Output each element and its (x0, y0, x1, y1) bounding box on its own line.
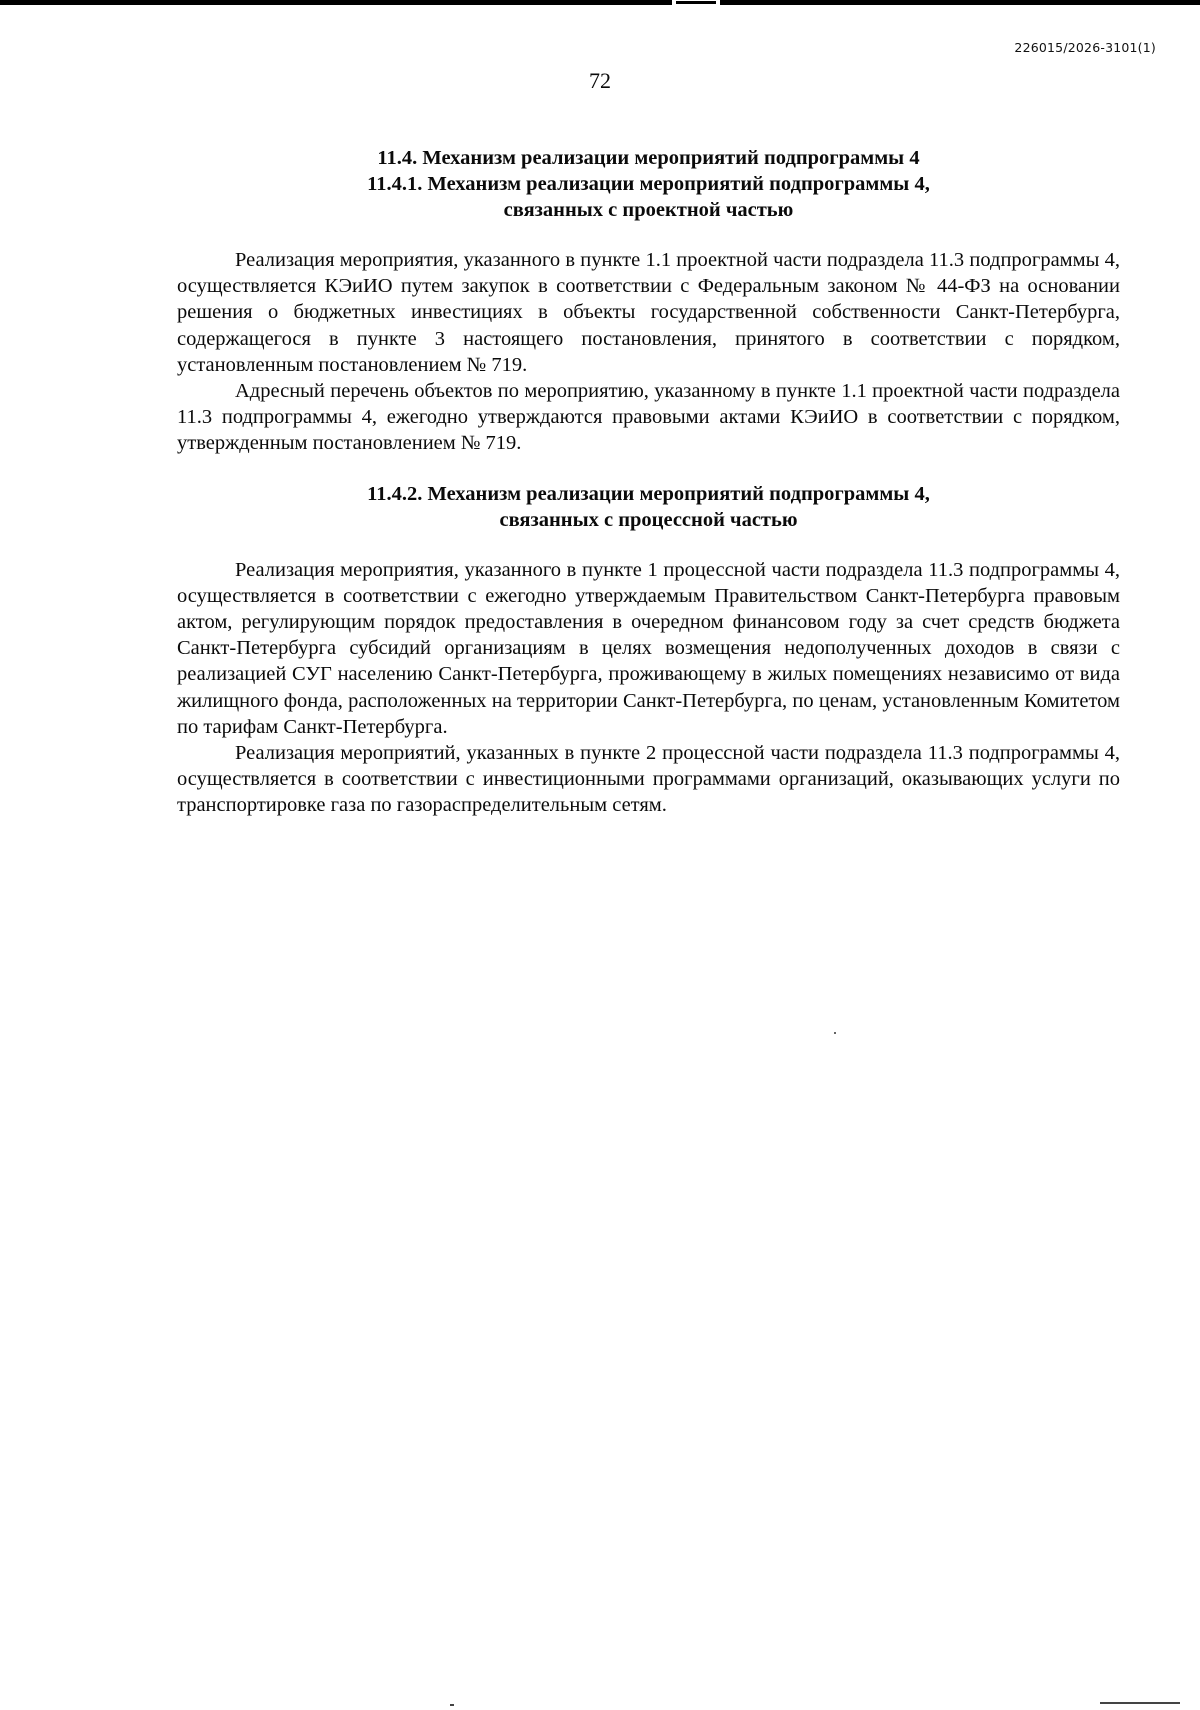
heading-line: 11.4.2. Механизм реализации мероприятий подпрограммы 4, (367, 482, 930, 505)
heading-line: 11.4.1. Механизм реализации мероприятий подпрограммы 4, (367, 173, 930, 195)
section-heading-11-4-2 (177, 481, 1120, 533)
page-number: 72 (589, 68, 611, 93)
heading-line: связанных с процессной частью (499, 508, 798, 531)
scan-top-border-right (720, 0, 1200, 5)
paragraph: Реализация мероприятий, указанных в пункте 2 процессной части подраздела 11.3 подпрограммы 4, осуществляется в соответствии с инвестиционными программами организаций, оказывающих услуги по транспортировке газа по газораспределительным сетям. (177, 742, 1120, 817)
document-body (177, 145, 1120, 819)
scan-bottom-mark (450, 1704, 454, 1706)
scan-bottom-mark (1100, 1702, 1180, 1704)
paragraph: Реализация мероприятия, указанного в пункте 1.1 проектной части подраздела 11.3 подпрограммы 4, осуществляется КЭиИО путем закупок в соответствии с Федеральным законом № 44-ФЗ на основании решения о бюджетных инвестициях в объекты государственной собственности Санкт-Петербурга, содержащегося в пункте 3 настоящего постановления, принятого в соответствии с порядком, установленным постановлением № 719. (177, 249, 1120, 376)
scan-speck (834, 1032, 836, 1034)
section-heading-11-4-1 (177, 145, 1120, 223)
scan-top-border-mark (676, 1, 716, 4)
scan-top-border-left (0, 0, 672, 5)
paragraph: Адресный перечень объектов по мероприятию, указанному в пункте 1.1 проектной части подраздела 11.3 подпрограммы 4, ежегодно утверждаются правовыми актами КЭиИО в соответствии с порядком, утвержденным постановлением № 719. (177, 380, 1120, 455)
document-registration-number: 226015/2026-3101(1) (1014, 40, 1156, 55)
paragraph: Реализация мероприятия, указанного в пункте 1 процессной части подраздела 11.3 подпрограммы 4, осуществляется в соответствии с ежегодно утверждаемым Правительством Санкт-Петербурга правовым актом, регулирующим порядок предоставления в очередном финансовом году за счет средств бюджета Санкт-Петербурга субсидий организациям в целях возмещения недополученных доходов в связи с реализацией СУГ населению Санкт-Петербурга, проживающему в жилых помещениях независимо от вида жилищного фонда, расположенных на территории Санкт-Петербурга, по ценам, установленным Комитетом по тарифам Санкт-Петербурга. (177, 558, 1120, 738)
heading-line: 11.4. Механизм реализации мероприятий подпрограммы 4 (377, 147, 920, 169)
heading-line: связанных с проектной частью (503, 199, 794, 221)
